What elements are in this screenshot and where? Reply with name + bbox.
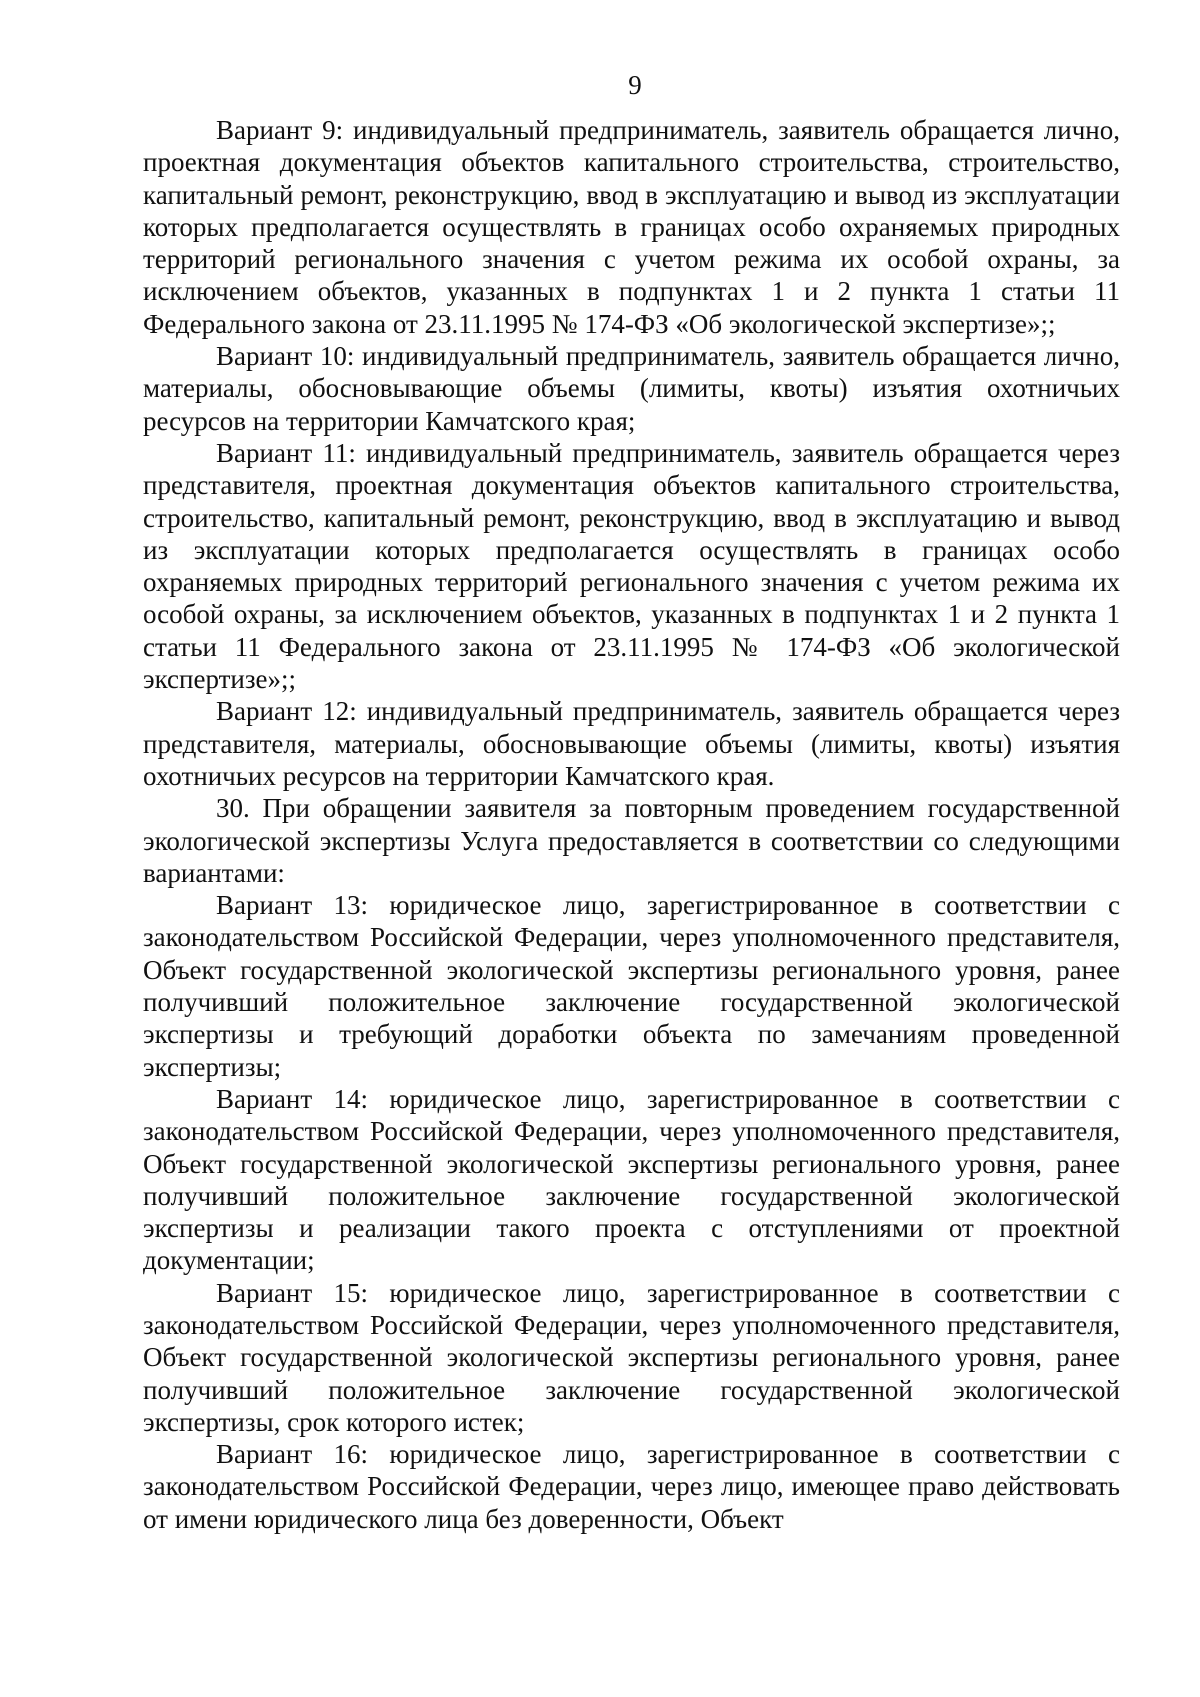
paragraph-variant-9: Вариант 9: индивидуальный предприниматель, заявитель обращается лично, проектная документация объектов капитального строительства, строительство, капитальный ремонт, реконструкцию, ввод в эксплуатацию и вывод из эксплуатации которых предполагается осуществлять в границах особо охраняемых природных территорий регионального значения с учетом режима их особой охраны, за исключением объектов, указанных в подпунктах 1 и 2 пункта 1 статьи 11 Федерального закона от 23.11.1995 № 174-ФЗ «Об экологической экспертизе»;; [143, 115, 1120, 339]
paragraph-variant-11: Вариант 11: индивидуальный предприниматель, заявитель обращается через представителя, проектная документация объектов капитального строительства, строительство, капитальный ремонт, реконструкцию, ввод в эксплуатацию и вывод из эксплуатации которых предполагается осуществлять в границах особо охраняемых природных территорий регионального значения с учетом режима их особой охраны, за исключением объектов, указанных в подпунктах 1 и 2 пункта 1 статьи 11 Федерального закона от 23.11.1995 № 174-ФЗ «Об экологической экспертизе»;; [143, 437, 1120, 695]
paragraph-variant-13: Вариант 13: юридическое лицо, зарегистрированное в соответствии с законодательством Российской Федерации, через уполномоченного представителя, Объект государственной экологической экспертизы регионального уровня, ранее получивший положительное заключение государственной экологической экспертизы и требующий доработки объекта по замечаниям проведенной экспертизы; [143, 890, 1120, 1082]
paragraph-variant-14: Вариант 14: юридическое лицо, зарегистрированное в соответствии с законодательством Российской Федерации, через уполномоченного представителя, Объект государственной экологической экспертизы регионального уровня, ранее получивший положительное заключение государственной экологической экспертизы и реализации такого проекта с отступлениями от проектной документации; [143, 1083, 1120, 1276]
paragraph-variant-12: Вариант 12: индивидуальный предприниматель, заявитель обращается через представителя, материалы, обосновывающие объемы (лимиты, квоты) изъятия охотничьих ресурсов на территории Камчатского края. [143, 696, 1120, 791]
document-body [143, 114, 1120, 1535]
paragraph-variant-16: Вариант 16: юридическое лицо, зарегистрированное в соответствии с законодательством Российской Федерации, через лицо, имеющее право действовать от имени юридического лица без доверенности, Объект [143, 1439, 1120, 1534]
paragraph-variant-15: Вариант 15: юридическое лицо, зарегистрированное в соответствии с законодательством Российской Федерации, через уполномоченного представителя, Объект государственной экологической экспертизы регионального уровня, ранее получивший положительное заключение государственной экологической экспертизы, срок которого истек; [143, 1277, 1120, 1437]
paragraph-clause-30: 30. При обращении заявителя за повторным проведением государственной экологической экспертизы Услуга предоставляется в соответствии со следующими вариантами: [143, 793, 1120, 888]
page-number: 9 [628, 70, 642, 100]
paragraph-variant-10: Вариант 10: индивидуальный предприниматель, заявитель обращается лично, материалы, обосновывающие объемы (лимиты, квоты) изъятия охотничьих ресурсов на территории Камчатского края; [143, 341, 1120, 436]
